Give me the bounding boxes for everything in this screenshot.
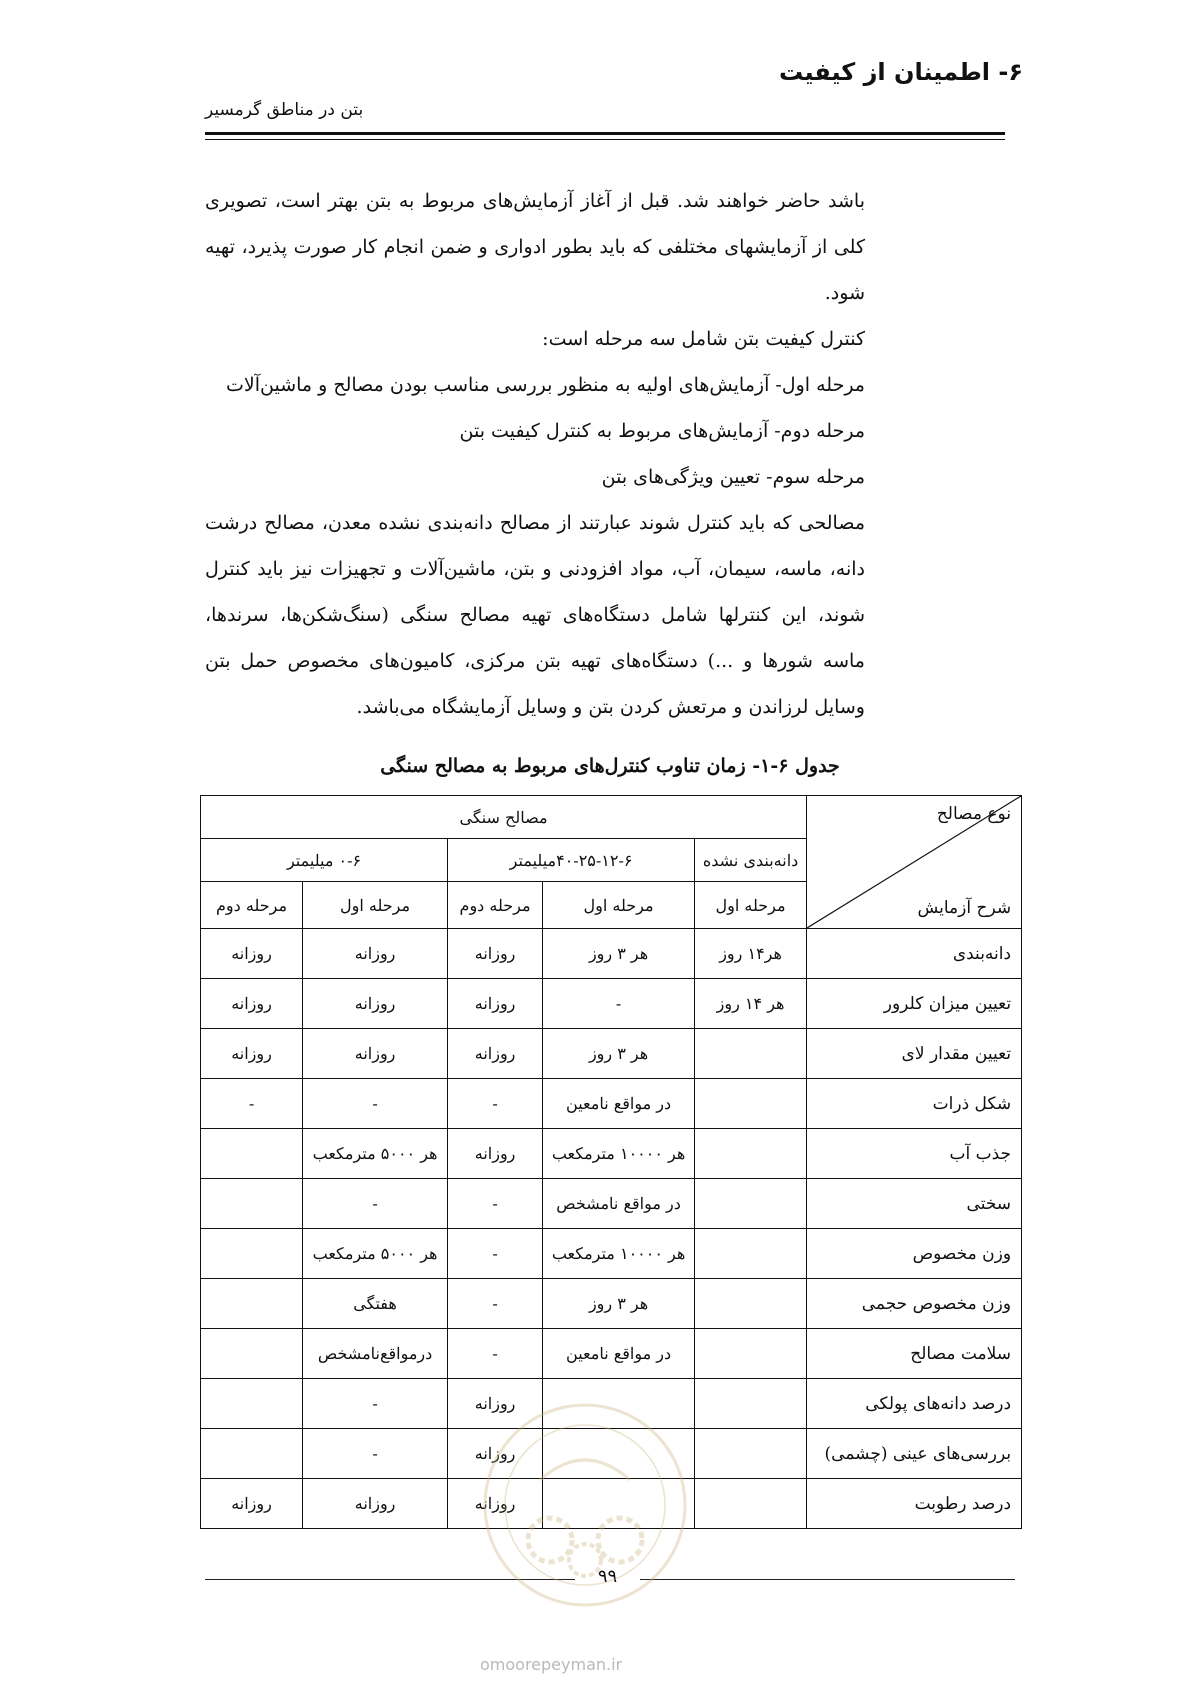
test-name-cell: وزن مخصوص حجمی [807, 1279, 1022, 1329]
table-row [201, 1029, 1022, 1079]
frequency-cell [201, 1379, 303, 1429]
frequency-cell [695, 1479, 807, 1529]
frequency-cell [695, 1429, 807, 1479]
test-name-cell: بررسی‌های عینی (چشمی) [807, 1429, 1022, 1479]
sub-header-cell: ۴۰-۲۵-۱۲-۶میلیمتر [448, 839, 695, 882]
frequency-cell [201, 1429, 303, 1479]
test-name-cell: سلامت مصالح [807, 1329, 1022, 1379]
table-caption: جدول ۶-۱- زمان تناوب کنترل‌های مربوط به مصالح سنگی [380, 755, 840, 777]
frequency-cell: در مواقع نامشخص [543, 1179, 695, 1229]
frequency-cell: هر ۵۰۰۰ مترمکعب [303, 1229, 448, 1279]
frequency-cell [695, 1229, 807, 1279]
corner-header-cell [807, 796, 1022, 929]
frequency-cell [695, 1129, 807, 1179]
sub-header-cell: ۰-۶ میلیمتر [201, 839, 448, 882]
frequency-cell: - [448, 1329, 543, 1379]
frequency-cell [201, 1179, 303, 1229]
frequency-cell [201, 1279, 303, 1329]
test-name-cell: تعیین مقدار لای [807, 1029, 1022, 1079]
frequency-cell: روزانه [303, 1479, 448, 1529]
test-name-cell: دانه‌بندی [807, 929, 1022, 979]
stage-header-cell: مرحله دوم [448, 882, 543, 929]
frequency-cell [695, 1329, 807, 1379]
frequency-cell: درمواقع‌نامشخص [303, 1329, 448, 1379]
test-name-cell: درصد رطوبت [807, 1479, 1022, 1529]
publisher-watermark-logo [470, 1390, 700, 1620]
frequency-cell: - [201, 1079, 303, 1129]
body-text [205, 178, 865, 730]
page-number: ۹۹ [597, 1566, 618, 1587]
sub-header-cell: دانه‌بندی نشده [695, 839, 807, 882]
frequency-cell: - [303, 1429, 448, 1479]
material-type-label: نوع مصالح [936, 804, 1012, 824]
header-rule-thin [205, 139, 1005, 140]
frequency-cell: - [448, 1229, 543, 1279]
frequency-cell: در مواقع نامعین [543, 1079, 695, 1129]
test-name-cell: درصد دانه‌های پولکی [807, 1379, 1022, 1429]
frequency-cell: - [303, 1079, 448, 1129]
paragraph: کنترل کیفیت بتن شامل سه مرحله است: [542, 328, 865, 350]
frequency-cell [201, 1129, 303, 1179]
frequency-cell: - [448, 1279, 543, 1329]
frequency-cell [201, 1229, 303, 1279]
frequency-cell: روزانه [448, 1379, 543, 1429]
frequency-cell [695, 1379, 807, 1429]
frequency-cell: روزانه [303, 979, 448, 1029]
table-row [201, 979, 1022, 1029]
frequency-cell: روزانه [448, 929, 543, 979]
frequency-cell: روزانه [448, 1429, 543, 1479]
frequency-cell: روزانه [448, 979, 543, 1029]
frequency-cell: هر ۱۰۰۰۰ مترمکعب [543, 1229, 695, 1279]
frequency-cell: - [543, 979, 695, 1029]
chapter-title: ۶- اطمینان از کیفیت [779, 58, 1023, 86]
frequency-cell: - [303, 1179, 448, 1229]
frequency-cell: - [448, 1079, 543, 1129]
table-row [201, 1129, 1022, 1179]
test-name-cell: وزن مخصوص [807, 1229, 1022, 1279]
test-description-label: شرح آزمایش [917, 898, 1012, 918]
table-row [201, 929, 1022, 979]
test-name-cell: جذب آب [807, 1129, 1022, 1179]
frequency-cell [695, 1179, 807, 1229]
table-header-row [201, 796, 1022, 839]
test-name-cell: سختی [807, 1179, 1022, 1229]
table-row [201, 1279, 1022, 1329]
table-row [201, 1079, 1022, 1129]
frequency-cell: روزانه [448, 1029, 543, 1079]
frequency-cell: روزانه [201, 929, 303, 979]
frequency-cell: روزانه [303, 929, 448, 979]
frequency-cell: هر ۳ روز [543, 929, 695, 979]
frequency-cell: هر۱۴ روز [695, 929, 807, 979]
frequency-cell [695, 1029, 807, 1079]
paragraph: مصالحی که باید کنترل شوند عبارتند از مصالح دانه‌بندی نشده معدن، مصالح درشت دانه، ماسه، سیمان، آب، مواد افزودنی و بتن، ماشین‌آلات و تجهیزات نیز باید کنترل شوند، این کنترلها شامل دستگاه‌های تهیه مصالح سنگی (سنگ‌شکن‌ها، سرندها، ماسه شورها و ...) دستگاه‌های تهیه بتن مرکزی، کامیون‌های مخصوص حمل بتن وسایل لرزاندن و مرتعش کردن بتن و وسایل آزمایشگاه می‌باشد. [205, 512, 865, 718]
test-name-cell: شکل ذرات [807, 1079, 1022, 1129]
frequency-cell: روزانه [448, 1479, 543, 1529]
stage-header-cell: مرحله اول [543, 882, 695, 929]
running-head: بتن در مناطق گرمسیر [205, 100, 364, 120]
frequency-cell: - [448, 1179, 543, 1229]
stage-header-cell: مرحله اول [303, 882, 448, 929]
frequency-cell: - [303, 1379, 448, 1429]
frequency-cell: هر ۳ روز [543, 1029, 695, 1079]
table-row [201, 1179, 1022, 1229]
paragraph: باشد حاضر خواهند شد. قبل از آغاز آزمایش‌های مربوط به بتن بهتر است، تصویری کلی از آزمایشهای مختلفی که باید بطور ادواری و ضمن انجام کار صورت پذیرد، تهیه شود. [205, 190, 865, 304]
frequency-cell [201, 1329, 303, 1379]
test-name-cell: تعیین میزان کلرور [807, 979, 1022, 1029]
frequency-cell: در مواقع نامعین [543, 1329, 695, 1379]
paragraph: مرحله سوم- تعیین ویژگی‌های بتن [601, 466, 865, 488]
frequency-cell: هر ۱۴ روز [695, 979, 807, 1029]
frequency-cell: هر ۵۰۰۰ مترمکعب [303, 1129, 448, 1179]
frequency-cell: هر ۳ روز [543, 1279, 695, 1329]
stage-header-cell: مرحله اول [695, 882, 807, 929]
frequency-cell: هفتگی [303, 1279, 448, 1329]
header-rule-thick [205, 132, 1005, 135]
frequency-cell: روزانه [303, 1029, 448, 1079]
watermark-url: omoorepeyman.ir [480, 1655, 623, 1674]
table-row [201, 1229, 1022, 1279]
frequency-cell: هر ۱۰۰۰۰ مترمکعب [543, 1129, 695, 1179]
frequency-cell: روزانه [201, 1479, 303, 1529]
frequency-cell: روزانه [448, 1129, 543, 1179]
frequency-cell [695, 1279, 807, 1329]
frequency-cell: روزانه [201, 979, 303, 1029]
frequency-cell [695, 1079, 807, 1129]
group-header-cell: مصالح سنگی [201, 796, 807, 839]
stage-header-cell: مرحله دوم [201, 882, 303, 929]
frequency-cell: روزانه [201, 1029, 303, 1079]
paragraph: مرحله اول- آزمایش‌های اولیه به منظور بررسی مناسب بودن مصالح و ماشین‌آلات [226, 374, 865, 396]
paragraph: مرحله دوم- آزمایش‌های مربوط به کنترل کیفیت بتن [459, 420, 865, 442]
table-row [201, 1329, 1022, 1379]
